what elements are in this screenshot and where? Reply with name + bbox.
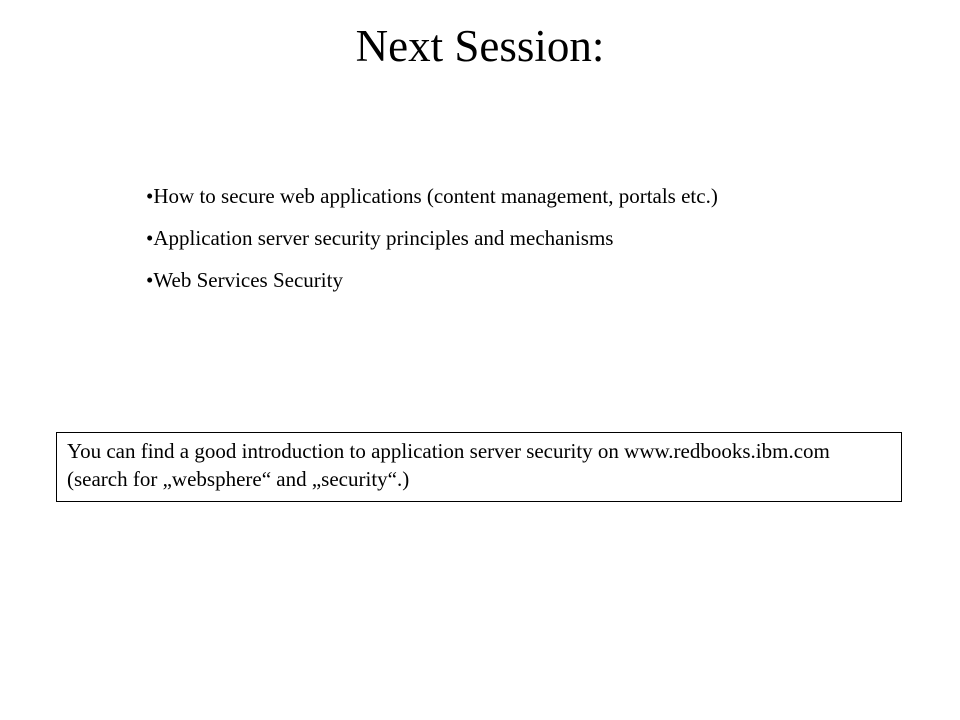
bullet-text: Application server security principles and mechanisms: [153, 226, 614, 250]
bullet-symbol: •: [146, 268, 154, 292]
bullet-item: [146, 182, 786, 211]
note-text: You can find a good introduction to application server security on www.redbooks.ibm.com (search for „websphere“ and „security“.): [67, 439, 830, 491]
bullet-symbol: •: [146, 226, 154, 250]
bullet-item: [146, 266, 786, 295]
note-box: [56, 432, 902, 502]
bullet-item: [146, 224, 786, 253]
bullet-symbol: •: [146, 184, 154, 208]
bullet-list: [146, 182, 786, 308]
slide-title: Next Session:: [355, 21, 605, 71]
bullet-text: How to secure web applications (content management, portals etc.): [153, 184, 718, 208]
bullet-text: Web Services Security: [153, 268, 343, 292]
